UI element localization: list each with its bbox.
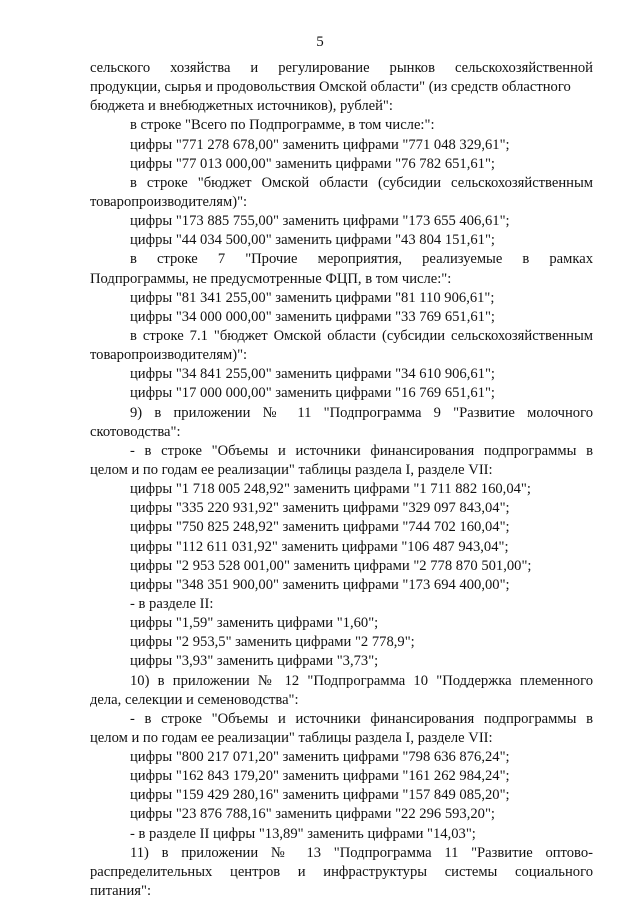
text-line: цифры "44 034 500,00" заменить цифрами "43 804 151,61"; [130, 232, 495, 249]
text-line: продукции, сырья и продовольствия Омской области" (из средств областного [90, 79, 571, 96]
text-line: в строке "Всего по Подпрограмме, в том числе:": [130, 117, 435, 134]
text-line: сельского хозяйства и регулирование рынков сельскохозяйственной [90, 60, 593, 76]
text-line: цифры "335 220 931,92" заменить цифрами "329 097 843,04"; [130, 500, 510, 517]
text-line: цифры "771 278 678,00" заменить цифрами "771 048 329,61"; [130, 136, 510, 153]
text-line: цифры "34 841 255,00" заменить цифрами "34 610 906,61"; [130, 366, 495, 383]
text-line: цифры "348 351 900,00" заменить цифрами "173 694 400,00"; [130, 576, 510, 593]
text-line: целом и по годам ее реализации" таблицы раздела I, разделе VII: [90, 461, 493, 478]
text-line: цифры "2 953,5" заменить цифрами "2 778,9"; [130, 634, 415, 651]
text-line: - в строке "Объемы и источники финансирования подпрограммы в [130, 442, 593, 459]
text-line: 11) в приложении № 13 "Подпрограмма 11 "Развитие оптово- [130, 844, 593, 861]
text-line: цифры "81 341 255,00" заменить цифрами "81 110 906,61"; [130, 289, 495, 306]
text-line: цифры "173 885 755,00" заменить цифрами "173 655 406,61"; [130, 213, 510, 230]
text-line: цифры "159 429 280,16" заменить цифрами "157 849 085,20"; [130, 787, 510, 804]
text-line: в строке 7.1 "бюджет Омской области (субсидии сельскохозяйственным [130, 327, 593, 344]
text-line: цифры "77 013 000,00" заменить цифрами "76 782 651,61"; [130, 155, 495, 172]
text-line: в строке "бюджет Омской области (субсидии сельскохозяйственным [130, 174, 593, 191]
text-line: бюджета и внебюджетных источников), рублей": [90, 98, 393, 115]
text-line: - в разделе II: [130, 595, 214, 612]
text-line: распределительных центров и инфраструктуры системы социального [90, 863, 593, 880]
text-line: цифры "34 000 000,00" заменить цифрами "33 769 651,61"; [130, 308, 495, 325]
text-line: дела, селекции и семеноводства": [90, 691, 299, 708]
text-line: цифры "2 953 528 001,00" заменить цифрами "2 778 870 501,00"; [130, 557, 532, 574]
text-line: цифры "23 876 788,16" заменить цифрами "22 296 593,20"; [130, 806, 495, 823]
page-number: 5 [316, 34, 324, 50]
document-body [90, 59, 593, 901]
text-line: Подпрограммы, не предусмотренные ФЦП, в том числе:": [90, 270, 452, 287]
text-line: товаропроизводителям)": [90, 193, 248, 210]
text-line: питания": [90, 883, 151, 900]
text-line: цифры "1,59" заменить цифрами "1,60"; [130, 615, 379, 632]
text-line: цифры "17 000 000,00" заменить цифрами "16 769 651,61"; [130, 385, 495, 402]
text-line: товаропроизводителям)": [90, 347, 248, 364]
text-line: - в разделе II цифры "13,89" заменить цифрами "14,03"; [130, 825, 476, 842]
text-line: цифры "112 611 031,92" заменить цифрами "106 487 943,04"; [130, 538, 509, 555]
text-line: цифры "1 718 005 248,92" заменить цифрами "1 711 882 160,04"; [130, 481, 531, 498]
text-line: цифры "800 217 071,20" заменить цифрами "798 636 876,24"; [130, 749, 510, 766]
text-line: 9) в приложении № 11 "Подпрограмма 9 "Развитие молочного [130, 404, 593, 421]
text-line: - в строке "Объемы и источники финансирования подпрограммы в [130, 710, 593, 727]
text-line: 10) в приложении № 12 "Подпрограмма 10 "Поддержка племенного [130, 672, 593, 689]
text-line: цифры "3,93" заменить цифрами "3,73"; [130, 653, 379, 670]
text-line: цифры "750 825 248,92" заменить цифрами "744 702 160,04"; [130, 519, 510, 536]
text-line: целом и по годам ее реализации" таблицы раздела I, разделе VII: [90, 729, 493, 746]
text-line: цифры "162 843 179,20" заменить цифрами "161 262 984,24"; [130, 768, 510, 785]
text-line: в строке 7 "Прочие мероприятия, реализуемые в рамках [130, 251, 593, 268]
text-line: скотоводства": [90, 423, 181, 440]
